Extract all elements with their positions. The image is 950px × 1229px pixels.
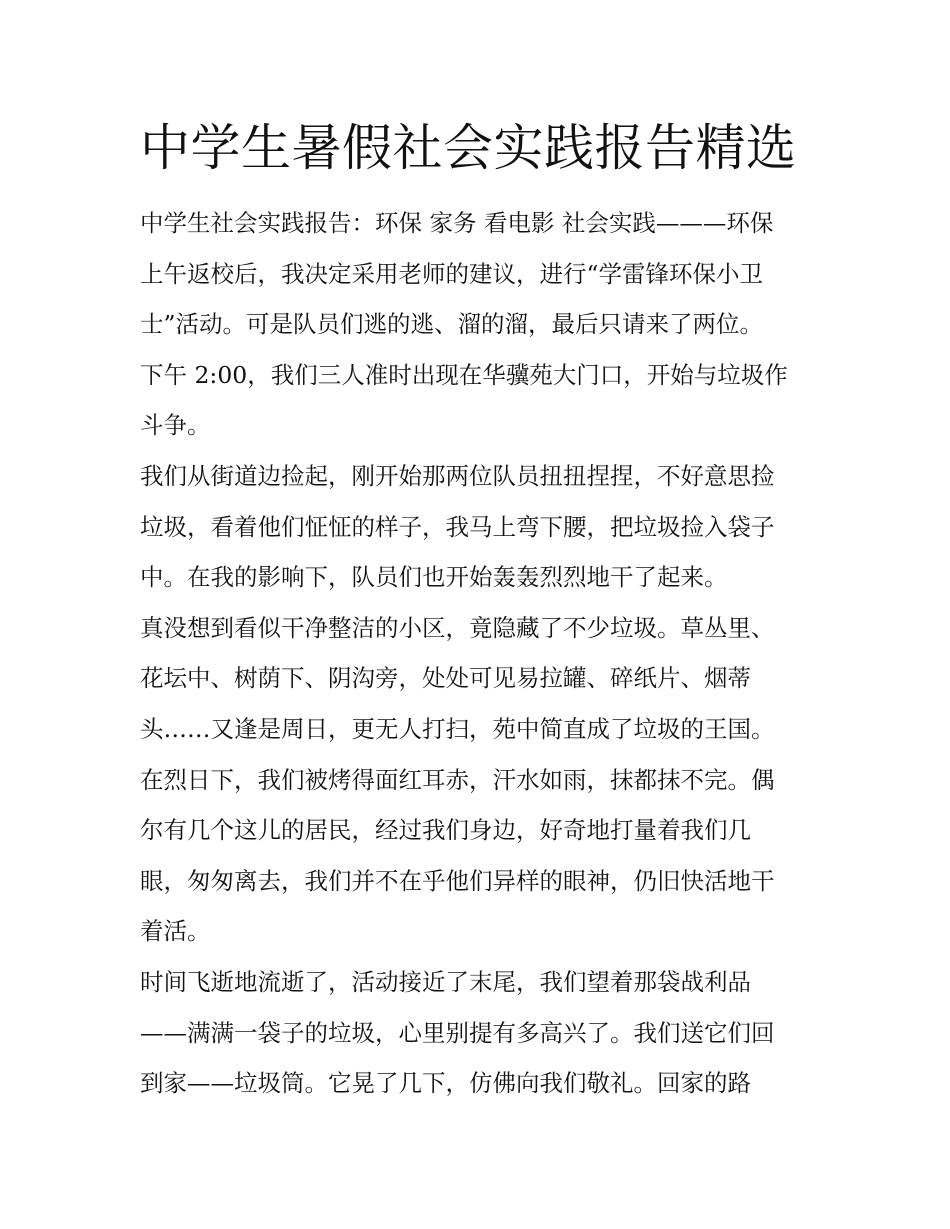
body-line: 在烈日下，我们被烤得面红耳赤，汗水如雨，抹都抹不完。偶 bbox=[140, 765, 775, 794]
body-line: 头……又逢是周日，更无人打扫，苑中简直成了垃圾的王国。 bbox=[140, 714, 775, 743]
body-line: 到家——垃圾筒。它晃了几下，仿佛向我们敬礼。回家的路 bbox=[140, 1069, 751, 1098]
document-title: 中学生暑假社会实践报告精选 bbox=[140, 119, 797, 177]
body-line: 眼，匆匆离去，我们并不在乎他们异样的眼神，仍旧快活地干 bbox=[140, 866, 775, 895]
body-line: 垃圾，看着他们怔怔的样子，我马上弯下腰，把垃圾捡入袋子 bbox=[140, 512, 775, 541]
body-line: 着活。 bbox=[140, 917, 211, 946]
body-line: 时间飞逝地流逝了，活动接近了末尾，我们望着那袋战利品 bbox=[140, 967, 751, 996]
body-line: 真没想到看似干净整洁的小区，竟隐藏了不少垃圾。草丛里、 bbox=[140, 613, 775, 642]
body-line: ——满满一袋子的垃圾，心里别提有多高兴了。我们送它们回 bbox=[140, 1018, 775, 1047]
body-line: 花坛中、树荫下、阴沟旁，处处可见易拉罐、碎纸片、烟蒂 bbox=[140, 664, 751, 693]
body-line: 尔有几个这儿的居民，经过我们身边，好奇地打量着我们几 bbox=[140, 816, 751, 845]
body-line: 下午 2:00，我们三人准时出现在华骥苑大门口，开始与垃圾作 bbox=[140, 360, 788, 389]
document-body bbox=[140, 198, 812, 1109]
body-line: 中学生社会实践报告：环保 家务 看电影 社会实践———环保 bbox=[140, 209, 774, 237]
body-line: 上午返校后，我决定采用老师的建议，进行“学雷锋环保小卫 bbox=[140, 259, 764, 288]
body-line: 中。在我的影响下，队员们也开始轰轰烈烈地干了起来。 bbox=[140, 563, 728, 592]
body-line: 斗争。 bbox=[140, 411, 211, 440]
body-line: 士”活动。可是队员们逃的逃、溜的溜，最后只请来了两位。 bbox=[140, 310, 764, 339]
body-line: 我们从街道边捡起，刚开始那两位队员扭扭捏捏，不好意思捡 bbox=[140, 461, 775, 490]
